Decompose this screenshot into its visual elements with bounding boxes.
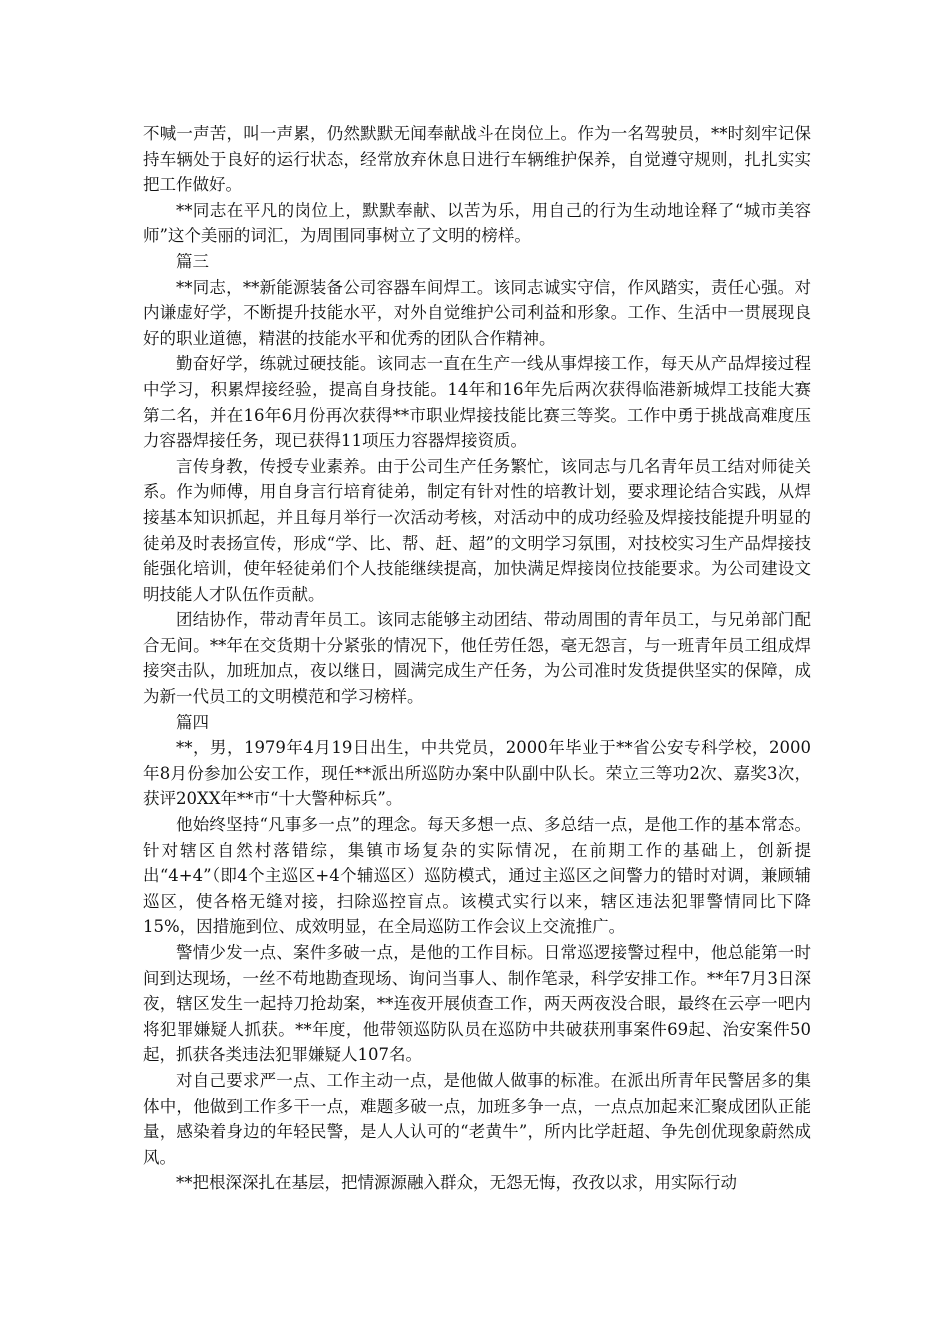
paragraph: 警情少发一点、案件多破一点，是他的工作目标。日常巡逻接警过程中，他总能第一时间到达现场，一丝不苟地勘查现场、询问当事人、制作笔录，科学安排工作。**年7月3日深夜，辖区发生一起持刀抢劫案，**连夜开展侦查工作，两天两夜没合眼，最终在云亭一吧内将犯罪嫌疑人抓获。**年度，他带领巡防队员在巡防中共破获刑事案件69起、治安案件50起，抓获各类违法犯罪嫌疑人107名。 <box>143 943 811 1065</box>
paragraph: 他始终坚持“凡事多一点”的理念。每天多想一点、多总结一点，是他工作的基本常态。针对辖区自然村落错综，集镇市场复杂的实际情况，在前期工作的基础上，创新提出“4+4”（即4个主巡区+4个辅巡区）巡防模式，通过主巡区之间警力的错时对调，兼顾辅巡区，使各格无缝对接，扫除巡控盲点。该模式实行以来，辖区违法犯罪警情同比下降15%，因措施到位、成效明显，在全局巡防工作会议上交流推广。 <box>143 815 811 937</box>
paragraph-continuation: 不喊一声苦，叫一声累，仍然默默无闻奉献战斗在岗位上。作为一名驾驶员，**时刻牢记保持车辆处于良好的运行状态，经常放弃休息日进行车辆维护保养，自觉遵守规则，扎扎实实把工作做好。 <box>143 124 811 195</box>
paragraph: 团结协作，带动青年员工。该同志能够主动团结、带动周围的青年员工，与兄弟部门配合无间。**年在交货期十分紧张的情况下，他任劳任怨，毫无怨言，与一班青年员工组成焊接突击队，加班加点，夜以继日，圆满完成生产任务，为公司准时发货提供坚实的保障，成为新一代员工的文明模范和学习榜样。 <box>143 610 811 707</box>
paragraph: 勤奋好学，练就过硬技能。该同志一直在生产一线从事焊接工作，每天从产品焊接过程中学习，积累焊接经验，提高自身技能。14年和16年先后两次获得临港新城焊工技能大赛第二名，并在16年6月份再次获得**市职业焊接技能比赛三等奖。工作中勇于挑战高难度压力容器焊接任务，现已获得11项压力容器焊接资质。 <box>143 354 811 451</box>
paragraph: **同志，**新能源装备公司容器车间焊工。该同志诚实守信，作风踏实，责任心强。对内谦虚好学，不断提升技能水平，对外自觉维护公司利益和形象。工作、生活中一贯展现良好的职业道德，精湛的技能水平和优秀的团队合作精神。 <box>143 277 811 348</box>
paragraph: **同志在平凡的岗位上，默默奉献、以苦为乐，用自己的行为生动地诠释了“城市美容师”这个美丽的词汇，为周围同事树立了文明的榜样。 <box>143 200 811 246</box>
paragraph: 言传身教，传授专业素养。由于公司生产任务繁忙，该同志与几名青年员工结对师徒关系。作为师傅，用自身言行培育徒弟，制定有针对性的培教计划，要求理论结合实践，从焊接基本知识抓起，并且每月举行一次活动考核，对活动中的成功经验及焊接技能提升明显的徒弟及时表扬宣传，形成“学、比、帮、赶、超”的文明学习氛围，对技校实习生产品焊接技能强化培训，使年轻徒弟们个人技能继续提高，加快满足焊接岗位技能要求。为公司建设文明技能人才队伍作贡献。 <box>143 456 811 604</box>
section-heading-3: 篇三 <box>176 251 209 271</box>
paragraph: **，男，1979年4月19日出生，中共党员，2000年毕业于**省公安专科学校，2000年8月份参加公安工作，现任**派出所巡防办案中队副中队长。荣立三等功2次、嘉奖3次，获评20XX年**市“十大警种标兵”。 <box>143 738 811 809</box>
section-heading-4: 篇四 <box>176 712 209 732</box>
document-body <box>143 121 811 1196</box>
paragraph: **把根深深扎在基层，把情源源融入群众，无怨无悔，孜孜以求，用实际行动 <box>176 1173 737 1193</box>
paragraph: 对自己要求严一点、工作主动一点，是他做人做事的标准。在派出所青年民警居多的集体中，他做到工作多干一点，难题多破一点，加班多争一点，一点点加起来汇聚成团队正能量，感染着身边的年轻民警，是人人认可的“老黄牛”，所内比学赶超、争先创优现象蔚然成风。 <box>143 1070 811 1167</box>
